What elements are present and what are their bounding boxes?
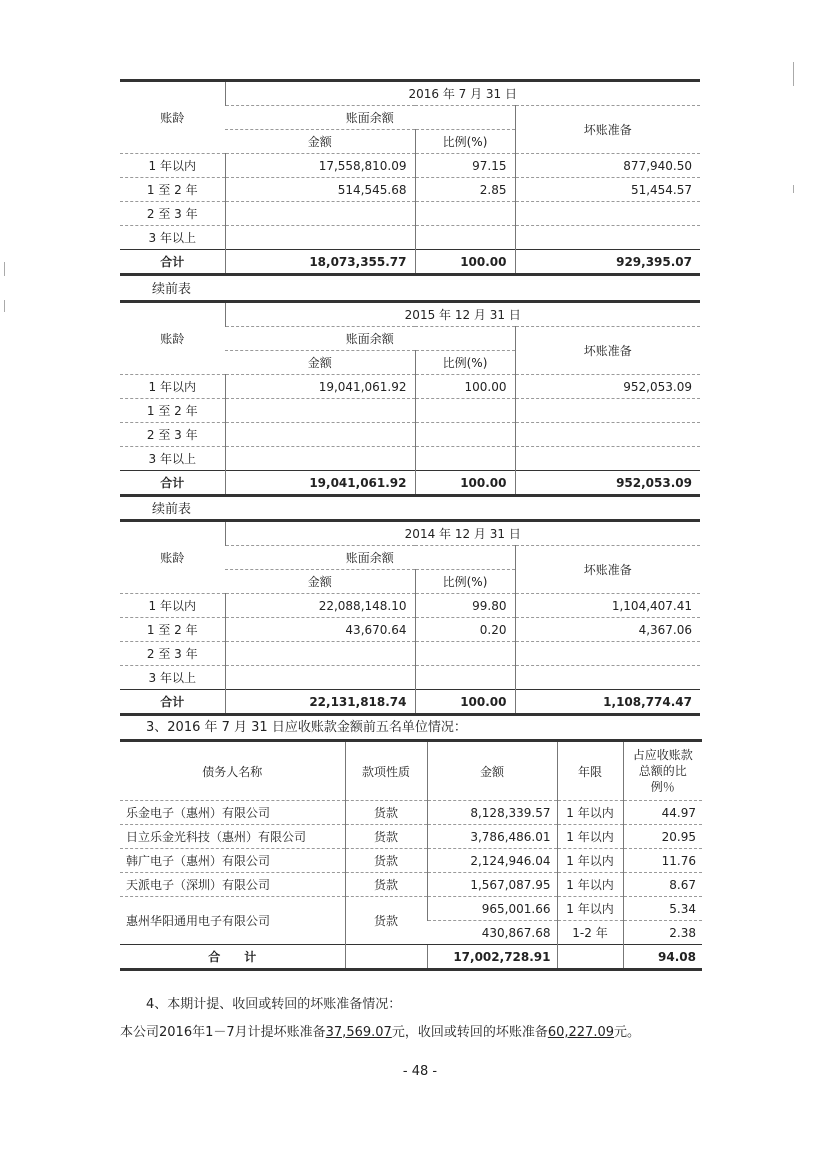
total-row xyxy=(120,250,700,275)
total-ratio: 100.00 xyxy=(415,690,515,715)
row-ratio: 100.00 xyxy=(415,375,515,399)
row-ratio: 99.80 xyxy=(415,594,515,618)
debtor-name: 日立乐金光科技（惠州）有限公司 xyxy=(120,825,345,849)
header-amount: 金额 xyxy=(225,351,415,375)
debtor-name: 韩广电子（惠州）有限公司 xyxy=(120,849,345,873)
debtor-amount: 8,128,339.57 xyxy=(427,801,557,825)
debtor-nature: 货款 xyxy=(345,897,427,945)
total-label: 合计 xyxy=(120,471,225,496)
row-provision: 952,053.09 xyxy=(515,375,700,399)
total-share: 94.08 xyxy=(623,945,702,970)
continued-label: 续前表 xyxy=(152,502,192,517)
row-amount: 22,088,148.10 xyxy=(225,594,415,618)
row-provision xyxy=(515,423,700,447)
header-aging: 账龄 xyxy=(120,81,225,154)
debtor-amount: 965,001.66 xyxy=(427,897,557,921)
total-row xyxy=(120,471,700,496)
debtor-nature: 货款 xyxy=(345,873,427,897)
debtor-term: 1 年以内 xyxy=(557,825,623,849)
table-row xyxy=(120,825,702,849)
row-provision: 51,454.57 xyxy=(515,178,700,202)
total-label: 合 计 xyxy=(120,945,345,970)
table-row xyxy=(120,447,700,471)
total-row xyxy=(120,690,700,715)
debtor-term: 1 年以内 xyxy=(557,801,623,825)
debtor-share: 5.34 xyxy=(623,897,702,921)
header-aging: 账龄 xyxy=(120,302,225,375)
row-provision xyxy=(515,202,700,226)
row-provision: 4,367.06 xyxy=(515,618,700,642)
row-amount xyxy=(225,399,415,423)
row-ratio: 2.85 xyxy=(415,178,515,202)
row-provision xyxy=(515,642,700,666)
section-3-title: 3、2016 年 7 月 31 日应收账款金额前五名单位情况： xyxy=(146,720,467,735)
row-provision xyxy=(515,447,700,471)
table-row xyxy=(120,849,702,873)
header-ratio: 比例(%) xyxy=(415,130,515,154)
row-amount xyxy=(225,666,415,690)
scan-mark xyxy=(793,185,794,193)
row-amount xyxy=(225,423,415,447)
total-label: 合计 xyxy=(120,250,225,275)
debtor-share: 11.76 xyxy=(623,849,702,873)
top-debtors-table xyxy=(120,739,702,971)
row-ratio: 0.20 xyxy=(415,618,515,642)
header-ratio: 比例(%) xyxy=(415,351,515,375)
table-row xyxy=(120,202,700,226)
debtor-nature: 货款 xyxy=(345,801,427,825)
debtor-name: 天派电子（深圳）有限公司 xyxy=(120,873,345,897)
header-term: 年限 xyxy=(557,741,623,801)
table-row xyxy=(120,226,700,250)
scan-mark xyxy=(793,62,794,86)
total-amount: 22,131,818.74 xyxy=(225,690,415,715)
header-book-balance: 账面余额 xyxy=(225,546,515,570)
row-ratio: 97.15 xyxy=(415,154,515,178)
row-aging: 1 年以内 xyxy=(120,154,225,178)
table-row xyxy=(120,897,702,921)
row-aging: 2 至 3 年 xyxy=(120,642,225,666)
header-amount: 金额 xyxy=(225,570,415,594)
row-aging: 3 年以上 xyxy=(120,226,225,250)
debtor-amount: 1,567,087.95 xyxy=(427,873,557,897)
header-amount: 金额 xyxy=(427,741,557,801)
table-row xyxy=(120,873,702,897)
row-aging: 2 至 3 年 xyxy=(120,202,225,226)
row-aging: 1 至 2 年 xyxy=(120,178,225,202)
header-book-balance: 账面余额 xyxy=(225,106,515,130)
total-nature-empty xyxy=(345,945,427,970)
scan-mark xyxy=(4,300,5,312)
total-provision: 952,053.09 xyxy=(515,471,700,496)
debtor-nature: 货款 xyxy=(345,825,427,849)
debtor-term: 1 年以内 xyxy=(557,873,623,897)
debtor-nature: 货款 xyxy=(345,849,427,873)
table-row xyxy=(120,423,700,447)
row-aging: 1 至 2 年 xyxy=(120,618,225,642)
row-amount xyxy=(225,642,415,666)
row-amount xyxy=(225,202,415,226)
row-ratio xyxy=(415,423,515,447)
reversal-amount: 60,227.09 xyxy=(547,1025,614,1040)
section-4-mid: 元，收回或转回的坏账准备 xyxy=(391,1025,548,1040)
row-ratio xyxy=(415,666,515,690)
debtor-amount: 3,786,486.01 xyxy=(427,825,557,849)
row-amount: 17,558,810.09 xyxy=(225,154,415,178)
aging-table-2014 xyxy=(120,519,700,716)
row-provision xyxy=(515,226,700,250)
row-amount: 514,545.68 xyxy=(225,178,415,202)
section-4-text xyxy=(120,1021,640,1040)
debtor-share: 44.97 xyxy=(623,801,702,825)
total-ratio: 100.00 xyxy=(415,250,515,275)
total-row xyxy=(120,945,702,970)
table-row xyxy=(120,375,700,399)
header-book-balance: 账面余额 xyxy=(225,327,515,351)
debtor-name: 乐金电子（惠州）有限公司 xyxy=(120,801,345,825)
header-ratio: 比例(%) xyxy=(415,570,515,594)
header-debtor-name: 债务人名称 xyxy=(120,741,345,801)
total-amount: 18,073,355.77 xyxy=(225,250,415,275)
section-4-title: 4、本期计提、收回或转回的坏账准备情况： xyxy=(146,997,402,1012)
row-provision: 1,104,407.41 xyxy=(515,594,700,618)
debtor-amount: 2,124,946.04 xyxy=(427,849,557,873)
row-provision: 877,940.50 xyxy=(515,154,700,178)
total-amount: 17,002,728.91 xyxy=(427,945,557,970)
table-row xyxy=(120,618,700,642)
table-row xyxy=(120,594,700,618)
table-row xyxy=(120,399,700,423)
header-nature: 款项性质 xyxy=(345,741,427,801)
aging-table-2016 xyxy=(120,79,700,276)
header-aging: 账龄 xyxy=(120,521,225,594)
debtor-share: 20.95 xyxy=(623,825,702,849)
row-aging: 1 年以内 xyxy=(120,594,225,618)
row-amount xyxy=(225,447,415,471)
total-label: 合计 xyxy=(120,690,225,715)
page-number: - 48 - xyxy=(402,1064,438,1079)
header-amount: 金额 xyxy=(225,130,415,154)
row-amount: 19,041,061.92 xyxy=(225,375,415,399)
header-provision: 坏账准备 xyxy=(515,106,700,154)
row-amount xyxy=(225,226,415,250)
header-share: 占应收账款总额的比例％ xyxy=(623,741,702,801)
row-amount: 43,670.64 xyxy=(225,618,415,642)
total-term-empty xyxy=(557,945,623,970)
table-row xyxy=(120,801,702,825)
continued-label: 续前表 xyxy=(152,282,192,297)
debtor-name: 惠州华阳通用电子有限公司 xyxy=(120,897,345,945)
total-amount: 19,041,061.92 xyxy=(225,471,415,496)
row-aging: 3 年以上 xyxy=(120,447,225,471)
total-provision: 929,395.07 xyxy=(515,250,700,275)
row-provision xyxy=(515,399,700,423)
row-aging: 2 至 3 年 xyxy=(120,423,225,447)
header-date: 2016 年 7 月 31 日 xyxy=(225,81,700,106)
scan-mark xyxy=(4,262,5,276)
table-row xyxy=(120,154,700,178)
row-aging: 3 年以上 xyxy=(120,666,225,690)
row-ratio xyxy=(415,399,515,423)
header-provision: 坏账准备 xyxy=(515,546,700,594)
debtor-share: 8.67 xyxy=(623,873,702,897)
header-date: 2015 年 12 月 31 日 xyxy=(225,302,700,327)
debtor-term: 1 年以内 xyxy=(557,849,623,873)
row-ratio xyxy=(415,447,515,471)
total-provision: 1,108,774.47 xyxy=(515,690,700,715)
row-ratio xyxy=(415,226,515,250)
table-row xyxy=(120,178,700,202)
row-ratio xyxy=(415,642,515,666)
provision-amount: 37,569.07 xyxy=(325,1025,392,1040)
section-4-suffix: 元。 xyxy=(614,1025,641,1040)
header-date: 2014 年 12 月 31 日 xyxy=(225,521,700,546)
total-ratio: 100.00 xyxy=(415,471,515,496)
row-provision xyxy=(515,666,700,690)
row-ratio xyxy=(415,202,515,226)
table-row xyxy=(120,666,700,690)
debtor-amount: 430,867.68 xyxy=(427,921,557,945)
debtor-term: 1 年以内 xyxy=(557,897,623,921)
table-row xyxy=(120,642,700,666)
debtor-term: 1-2 年 xyxy=(557,921,623,945)
debtor-share: 2.38 xyxy=(623,921,702,945)
row-aging: 1 至 2 年 xyxy=(120,399,225,423)
header-provision: 坏账准备 xyxy=(515,327,700,375)
section-4-prefix: 本公司2016年1－7月计提坏账准备 xyxy=(120,1025,326,1040)
aging-table-2015 xyxy=(120,300,700,497)
row-aging: 1 年以内 xyxy=(120,375,225,399)
